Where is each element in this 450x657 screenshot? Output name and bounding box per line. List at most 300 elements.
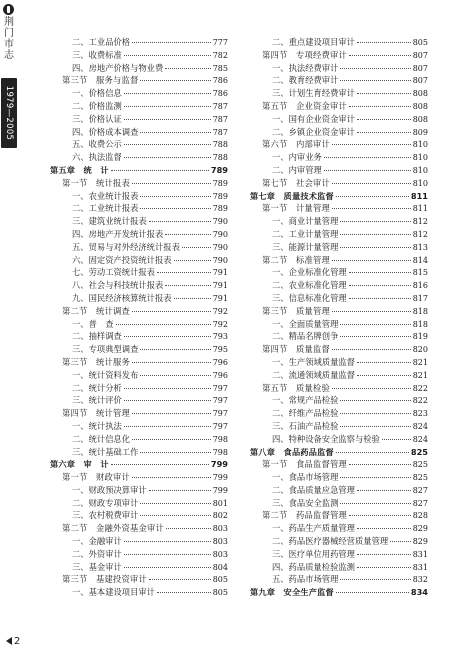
toc-entry-title: 一、普 查 (72, 318, 114, 329)
dot-leader (332, 144, 411, 145)
toc-entry-title: 一、金融审计 (72, 536, 122, 547)
dot-leader (357, 362, 411, 363)
toc-entry-title: 二、精品名牌创争 (272, 331, 339, 342)
toc-entry-title: 一、统计执法 (72, 420, 122, 431)
toc-entry-page: 813 (412, 242, 428, 252)
toc-entry-title: 第二节 标准管理 (262, 254, 330, 265)
toc-left-column (50, 36, 228, 599)
toc-item-entry[interactable] (250, 573, 428, 586)
dot-leader (340, 503, 410, 504)
toc-entry-page: 812 (412, 217, 428, 227)
toc-entry-page: 810 (412, 165, 428, 175)
toc-entry-title: 一、价格信息 (72, 88, 122, 99)
toc-entry-title: 第一节 统计报表 (62, 177, 130, 188)
toc-entry-page: 824 (412, 434, 428, 444)
toc-entry-title: 第九章 安全生产监督 (250, 587, 334, 598)
toc-item-entry[interactable] (50, 254, 228, 267)
toc-item-entry[interactable] (50, 394, 228, 407)
dot-leader (157, 592, 211, 593)
dot-leader (124, 541, 211, 542)
toc-entry-title: 一、农业统计报表 (72, 190, 139, 201)
toc-section-entry[interactable] (250, 305, 428, 318)
toc-item-entry[interactable] (250, 369, 428, 382)
toc-item-entry[interactable] (50, 49, 228, 62)
dot-leader (332, 183, 411, 184)
dot-leader (140, 349, 210, 350)
dot-leader (332, 311, 411, 312)
toc-entry-page: 786 (212, 76, 228, 86)
toc-entry-title: 第三节 统计服务 (62, 356, 130, 367)
toc-section-entry[interactable] (250, 138, 428, 151)
dot-leader (340, 324, 410, 325)
dot-leader (165, 234, 210, 235)
toc-item-entry[interactable] (250, 292, 428, 305)
dot-leader (340, 68, 410, 69)
dot-leader (357, 528, 411, 529)
dot-leader (140, 375, 210, 376)
toc-item-entry[interactable] (250, 151, 428, 164)
dot-leader (336, 452, 409, 453)
toc-entry-page: 787 (212, 101, 228, 111)
toc-item-entry[interactable] (250, 62, 428, 75)
toc-entry-title: 第四节 质量监督 (262, 344, 330, 355)
dot-leader (336, 196, 409, 197)
toc-chapter-entry[interactable] (50, 164, 228, 177)
toc-entry-page: 825 (412, 460, 428, 470)
toc-item-entry[interactable] (50, 266, 228, 279)
toc-entry-title: 二、重点建设项目审计 (272, 37, 355, 47)
toc-section-entry[interactable] (250, 458, 428, 471)
toc-entry-page: 801 (212, 498, 228, 508)
toc-entry-page: 831 (412, 549, 428, 559)
dot-leader (132, 477, 211, 478)
toc-entry-page: 788 (212, 140, 228, 150)
toc-item-entry[interactable] (250, 522, 428, 535)
toc-item-entry[interactable] (250, 241, 428, 254)
toc-item-entry[interactable] (50, 484, 228, 497)
toc-entry-title: 五、药品市场管理 (272, 574, 339, 585)
toc-entry-title: 二、外资审计 (72, 548, 122, 559)
toc-entry-title: 第四节 专项经费审计 (262, 49, 347, 60)
toc-item-entry[interactable] (250, 420, 428, 433)
toc-section-entry[interactable] (250, 49, 428, 62)
toc-entry-page: 789 (212, 204, 228, 214)
book-logo-icon (3, 4, 14, 15)
toc-entry-page: 786 (212, 89, 228, 99)
toc-entry-title: 三、能源计量管理 (272, 241, 339, 252)
dot-leader (324, 170, 411, 171)
toc-entry-page: 788 (212, 153, 228, 163)
toc-entry-page: 803 (212, 549, 228, 559)
dot-leader (357, 375, 411, 376)
toc-entry-title: 三、食品安全监测 (272, 497, 339, 508)
toc-item-entry[interactable] (50, 420, 228, 433)
dot-leader (124, 554, 211, 555)
toc-entry-page: 799 (212, 473, 228, 483)
toc-entry-page: 792 (212, 319, 228, 329)
toc-entry-page: 789 (212, 178, 228, 188)
toc-section-entry[interactable] (50, 471, 228, 484)
toc-entry-page: 811 (412, 204, 428, 214)
toc-item-entry[interactable] (50, 497, 228, 510)
dot-leader (332, 260, 411, 261)
toc-entry-page: 821 (412, 357, 428, 367)
toc-entry-title: 二、农业标准化管理 (272, 280, 347, 291)
dot-leader (124, 106, 211, 107)
dot-leader (132, 42, 211, 43)
toc-chapter-entry[interactable] (250, 586, 428, 599)
dot-leader (340, 579, 410, 580)
toc-entry-page: 797 (212, 396, 228, 406)
toc-entry-title: 第六章 审 计 (50, 459, 109, 470)
toc-entry-page: 792 (212, 306, 228, 316)
dot-leader (124, 157, 211, 158)
dot-leader (357, 93, 411, 94)
toc-chapter-entry[interactable] (250, 446, 428, 459)
dot-leader (124, 567, 211, 568)
toc-entry-title: 二、统计信息化 (72, 433, 131, 444)
dot-leader (140, 132, 210, 133)
dot-leader (132, 439, 211, 440)
toc-entry-title: 五、收费公示 (72, 139, 122, 150)
dot-leader (140, 515, 210, 516)
toc-section-entry[interactable] (50, 573, 228, 586)
dot-leader (349, 285, 411, 286)
toc-entry-title: 一、食品市场管理 (272, 472, 339, 483)
toc-entry-page: 805 (212, 588, 228, 598)
toc-item-entry[interactable] (50, 87, 228, 100)
toc-item-entry[interactable] (50, 433, 228, 446)
toc-item-entry[interactable] (50, 241, 228, 254)
toc-item-entry[interactable] (250, 356, 428, 369)
toc-entry-title: 第八章 食品药品监督 (250, 446, 334, 457)
toc-entry-page: 789 (210, 164, 228, 175)
toc-entry-page: 818 (412, 319, 428, 329)
toc-item-entry[interactable] (50, 138, 228, 151)
toc-entry-page: 790 (212, 242, 228, 252)
toc-entry-page: 790 (212, 217, 228, 227)
dot-leader (149, 579, 211, 580)
dot-leader (340, 80, 410, 81)
dot-leader (340, 477, 410, 478)
toc-entry-page: 795 (212, 345, 228, 355)
toc-section-entry[interactable] (250, 100, 428, 113)
toc-entry-page: 807 (412, 50, 428, 60)
toc-item-entry[interactable] (50, 586, 228, 599)
dot-leader (340, 426, 410, 427)
toc-item-entry[interactable] (250, 74, 428, 87)
toc-entry-page: 808 (412, 101, 428, 111)
page-number: 2 (14, 636, 21, 647)
toc-entry-title: 二、内审管理 (272, 164, 322, 175)
toc-entry-page: 812 (412, 229, 428, 239)
toc-entry-title: 三、价格认证 (72, 113, 122, 124)
toc-entry-page: 827 (412, 485, 428, 495)
dot-leader (124, 388, 211, 389)
toc-entry-title: 第二节 药品监督管理 (262, 510, 347, 521)
toc-entry-page: 811 (410, 190, 428, 201)
toc-entry-page: 818 (412, 306, 428, 316)
toc-item-entry[interactable] (250, 87, 428, 100)
toc-entry-page: 789 (212, 191, 228, 201)
toc-entry-page: 802 (212, 511, 228, 521)
dot-leader (132, 311, 211, 312)
toc-entry-page: 810 (412, 140, 428, 150)
dot-leader (357, 490, 411, 491)
toc-item-entry[interactable] (250, 266, 428, 279)
page-folio (6, 636, 20, 647)
toc-item-entry[interactable] (50, 202, 228, 215)
page-marker-icon (6, 637, 12, 645)
dot-leader (382, 439, 411, 440)
toc-entry-title: 一、基本建设项目审计 (72, 587, 155, 598)
dot-leader (157, 272, 211, 273)
toc-entry-title: 第三节 质量管理 (262, 305, 330, 316)
toc-entry-title: 第三节 服务与监督 (62, 75, 139, 86)
toc-entry-title: 一、企业标准化管理 (272, 267, 347, 278)
toc-item-entry[interactable] (50, 100, 228, 113)
toc-entry-page: 832 (412, 575, 428, 585)
toc-section-entry[interactable] (50, 177, 228, 190)
toc-item-entry[interactable] (50, 126, 228, 139)
toc-right-column (250, 36, 428, 599)
toc-entry-page: 796 (212, 370, 228, 380)
toc-entry-page: 808 (412, 114, 428, 124)
toc-section-entry[interactable] (50, 305, 228, 318)
dot-leader (149, 221, 211, 222)
toc-item-entry[interactable] (50, 369, 228, 382)
toc-entry-title: 三、计划生育经费审计 (272, 88, 355, 99)
toc-item-entry[interactable] (250, 113, 428, 126)
toc-item-entry[interactable] (50, 318, 228, 331)
toc-entry-title: 三、石油产品检验 (272, 420, 339, 431)
dot-leader (140, 503, 210, 504)
toc-section-entry[interactable] (250, 202, 428, 215)
toc-section-entry[interactable] (250, 509, 428, 522)
dot-leader (357, 119, 411, 120)
toc-entry-title: 二、统计分析 (72, 382, 122, 393)
dot-leader (340, 247, 410, 248)
toc-item-entry[interactable] (250, 561, 428, 574)
toc-entry-title: 九、国民经济核算统计报表 (72, 292, 172, 303)
toc-entry-page: 825 (412, 473, 428, 483)
toc-item-entry[interactable] (250, 548, 428, 561)
toc-entry-page: 805 (412, 38, 428, 47)
toc-entry-title: 六、执法监督 (72, 152, 122, 163)
toc-entry-title: 第五节 企业资金审计 (262, 100, 347, 111)
toc-entry-title: 二、纤维产品检验 (272, 408, 339, 419)
toc-entry-page: 810 (412, 178, 428, 188)
toc-entry-title: 第三节 基建投资审计 (62, 574, 147, 585)
toc-item-entry[interactable] (50, 330, 228, 343)
toc-entry-title: 七、劳动工资统计报表 (72, 267, 155, 278)
toc-item-entry[interactable] (50, 535, 228, 548)
toc-section-entry[interactable] (250, 177, 428, 190)
toc-entry-title: 第六节 内部审计 (262, 139, 330, 150)
toc-entry-title: 三、统计评价 (72, 395, 122, 406)
toc-item-entry[interactable] (50, 548, 228, 561)
toc-entry-page: 814 (412, 255, 428, 265)
toc-entry-page: 797 (212, 383, 228, 393)
toc-entry-title: 第一节 财政审计 (62, 472, 130, 483)
dot-leader (340, 221, 410, 222)
dot-leader (166, 528, 211, 529)
toc-entry-page: 829 (412, 537, 428, 547)
toc-entry-page: 785 (212, 63, 228, 73)
toc-entry-title: 四、房地产开发统计报表 (72, 228, 164, 239)
toc-entry-title: 第五章 统 计 (50, 164, 109, 175)
toc-section-entry[interactable] (50, 522, 228, 535)
toc-entry-page: 828 (412, 511, 428, 521)
spine-header (0, 0, 21, 657)
dot-leader (349, 464, 411, 465)
toc-entry-title: 一、生产领域质量监督 (272, 356, 355, 367)
toc-entry-title: 第五节 质量检验 (262, 382, 330, 393)
toc-entry-title: 四、特种设备安全监察与检验 (272, 433, 380, 444)
toc-item-entry[interactable] (250, 215, 428, 228)
toc-entry-page: 777 (212, 38, 228, 47)
toc-entry-title: 二、流通领域质量监督 (272, 369, 355, 380)
toc-entry-page: 790 (212, 255, 228, 265)
toc-entry-title: 一、执法经费审计 (272, 62, 339, 73)
dot-leader (111, 170, 209, 171)
toc-entry-page: 819 (412, 332, 428, 342)
dot-leader (340, 234, 410, 235)
toc-item-entry[interactable] (50, 215, 228, 228)
toc-chapter-entry[interactable] (250, 190, 428, 203)
toc-entry-page: 804 (212, 562, 228, 572)
toc-item-entry[interactable] (250, 164, 428, 177)
toc-item-entry[interactable] (50, 446, 228, 459)
toc-entry-title: 二、工业计量管理 (272, 228, 339, 239)
toc-entry-title: 三、农村税费审计 (72, 510, 139, 521)
toc-item-entry[interactable] (250, 126, 428, 139)
toc-section-entry[interactable] (50, 356, 228, 369)
toc-entry-page: 791 (212, 268, 228, 278)
toc-section-entry[interactable] (250, 382, 428, 395)
toc-section-entry[interactable] (50, 407, 228, 420)
dot-leader (132, 413, 211, 414)
toc-entry-title: 第一节 食品监督管理 (262, 459, 347, 470)
toc-entry-page: 821 (412, 370, 428, 380)
dot-leader (140, 208, 210, 209)
toc-item-entry[interactable] (250, 471, 428, 484)
dot-leader (132, 362, 211, 363)
toc-entry-title: 二、抽样调查 (72, 331, 122, 342)
toc-entry-page: 803 (212, 537, 228, 547)
dot-leader (140, 196, 210, 197)
toc-entry-page: 797 (212, 409, 228, 419)
toc-entry-title: 三、建筑业统计报表 (72, 216, 147, 227)
toc-entry-title: 一、财政预决算审计 (72, 484, 147, 495)
toc-item-entry[interactable] (250, 535, 428, 548)
toc-item-entry[interactable] (250, 36, 428, 49)
toc-item-entry[interactable] (250, 407, 428, 420)
dot-leader (124, 119, 211, 120)
toc-entry-title: 五、贸易与对外经济统计报表 (72, 241, 180, 252)
toc-chapter-entry[interactable] (50, 458, 228, 471)
toc-entry-page: 822 (412, 396, 428, 406)
toc-item-entry[interactable] (50, 561, 228, 574)
year-range-badge (1, 78, 17, 148)
toc-entry-title: 四、价格成本调查 (72, 126, 139, 137)
toc-entry-page: 825 (410, 446, 428, 457)
dot-leader (340, 336, 410, 337)
toc-entry-page: 817 (412, 293, 428, 303)
toc-entry-title: 三、统计基础工作 (72, 446, 139, 457)
toc-section-entry[interactable] (50, 74, 228, 87)
dot-leader (124, 144, 211, 145)
toc-item-entry[interactable] (50, 292, 228, 305)
toc-entry-title: 二、乡镇企业资金审计 (272, 126, 355, 137)
year-range-label: 1979—2005 (4, 85, 14, 141)
toc-item-entry[interactable] (250, 228, 428, 241)
toc-item-entry[interactable] (50, 151, 228, 164)
toc-item-entry[interactable] (50, 113, 228, 126)
book-title: 荆门市志 (4, 17, 14, 61)
toc-item-entry[interactable] (250, 484, 428, 497)
dot-leader (340, 413, 410, 414)
toc-entry-title: 三、信息标准化管理 (272, 292, 347, 303)
dot-leader (165, 68, 210, 69)
toc-entry-page: 796 (212, 357, 228, 367)
toc-item-entry[interactable] (50, 382, 228, 395)
toc-entry-title: 四、药品质量检验监测 (272, 561, 355, 572)
dot-leader (111, 464, 209, 465)
toc-entry-page: 810 (412, 153, 428, 163)
toc-entry-title: 第七章 质量技术监督 (250, 190, 334, 201)
toc-entry-page: 790 (212, 229, 228, 239)
toc-item-entry[interactable] (250, 279, 428, 292)
dot-leader (357, 42, 411, 43)
toc-entry-page: 803 (212, 524, 228, 534)
toc-entry-title: 二、财政专项审计 (72, 497, 139, 508)
toc-item-entry[interactable] (50, 190, 228, 203)
toc-entry-title: 一、全面质量管理 (272, 318, 339, 329)
toc-item-entry[interactable] (50, 509, 228, 522)
toc-section-entry[interactable] (250, 343, 428, 356)
toc-item-entry[interactable] (50, 62, 228, 75)
toc-item-entry[interactable] (250, 330, 428, 343)
toc-entry-page: 829 (412, 524, 428, 534)
dot-leader (349, 55, 411, 56)
toc-entry-page: 809 (412, 127, 428, 137)
toc-entry-title: 二、药品医疗器械经营质量管理 (272, 536, 389, 547)
toc-entry-title: 三、基金审计 (72, 561, 122, 572)
toc-entry-page: 808 (412, 89, 428, 99)
dot-leader (132, 183, 211, 184)
toc-item-entry[interactable] (250, 394, 428, 407)
toc-item-entry[interactable] (250, 433, 428, 446)
toc-entry-title: 一、常规产品检验 (272, 395, 339, 406)
dot-leader (124, 93, 211, 94)
toc-item-entry[interactable] (50, 228, 228, 241)
dot-leader (340, 400, 410, 401)
toc-item-entry[interactable] (250, 497, 428, 510)
dot-leader (349, 272, 411, 273)
toc-section-entry[interactable] (250, 254, 428, 267)
toc-entry-page: 816 (412, 281, 428, 291)
toc-entry-page: 805 (212, 575, 228, 585)
dot-leader (124, 400, 211, 401)
toc-item-entry[interactable] (250, 318, 428, 331)
toc-entry-page: 834 (410, 587, 428, 598)
toc-item-entry[interactable] (50, 279, 228, 292)
toc-item-entry[interactable] (50, 36, 228, 49)
toc-entry-page: 782 (212, 50, 228, 60)
dot-leader (357, 567, 411, 568)
toc-item-entry[interactable] (50, 343, 228, 356)
